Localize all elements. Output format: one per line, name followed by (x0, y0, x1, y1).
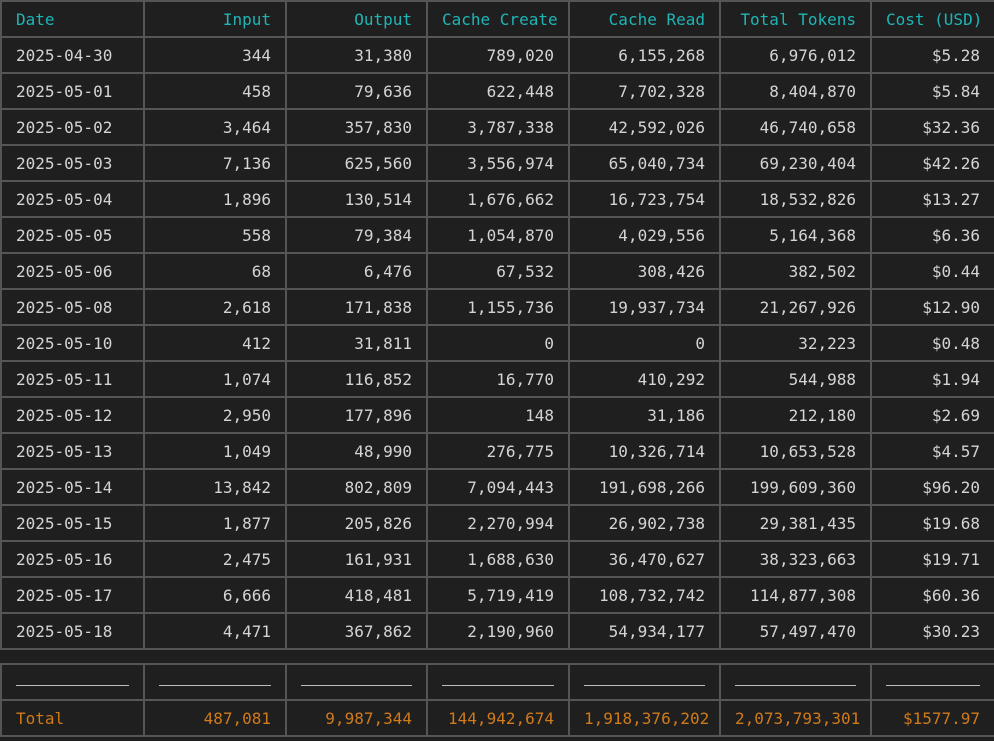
cell-input: 68 (144, 253, 286, 289)
cell-cost: $0.48 (871, 325, 994, 361)
cell-cache-create: 148 (427, 397, 569, 433)
cell-cost: $0.44 (871, 253, 994, 289)
cell-output: 79,636 (286, 73, 427, 109)
cell-cache-read: 54,934,177 (569, 613, 720, 649)
separator-cell (427, 664, 569, 700)
cell-cache-create: 789,020 (427, 37, 569, 73)
cell-cache-read: 19,937,734 (569, 289, 720, 325)
cell-output: 130,514 (286, 181, 427, 217)
table-row (1, 541, 994, 577)
cell-cache-create: 622,448 (427, 73, 569, 109)
separator-line (301, 685, 412, 686)
cell-output: 116,852 (286, 361, 427, 397)
cell-date: 2025-05-15 (1, 505, 144, 541)
cell-date: 2025-05-12 (1, 397, 144, 433)
total-row (1, 700, 994, 736)
total-cache-read: 1,918,376,202 (569, 700, 720, 736)
column-header-cache-read: Cache Read (569, 1, 720, 37)
column-header-total-tokens: Total Tokens (720, 1, 871, 37)
totals-table (0, 663, 994, 737)
header-row (1, 1, 994, 37)
cell-cache-create: 2,190,960 (427, 613, 569, 649)
cell-cache-read: 191,698,266 (569, 469, 720, 505)
cell-input: 3,464 (144, 109, 286, 145)
cell-cost: $12.90 (871, 289, 994, 325)
cell-cache-read: 7,702,328 (569, 73, 720, 109)
cell-date: 2025-05-13 (1, 433, 144, 469)
cell-cache-read: 36,470,627 (569, 541, 720, 577)
cell-cost: $13.27 (871, 181, 994, 217)
table-row (1, 613, 994, 649)
table-row (1, 505, 994, 541)
cell-output: 625,560 (286, 145, 427, 181)
separator-cell (144, 664, 286, 700)
cell-cost: $1.94 (871, 361, 994, 397)
cell-output: 205,826 (286, 505, 427, 541)
table-row (1, 145, 994, 181)
cell-cache-create: 16,770 (427, 361, 569, 397)
cell-total-tokens: 6,976,012 (720, 37, 871, 73)
table-row (1, 325, 994, 361)
table-row (1, 469, 994, 505)
table-row (1, 73, 994, 109)
separator-line (735, 685, 856, 686)
separator-cell (720, 664, 871, 700)
cell-input: 1,049 (144, 433, 286, 469)
table-row (1, 433, 994, 469)
cell-cache-create: 5,719,419 (427, 577, 569, 613)
cell-input: 2,950 (144, 397, 286, 433)
table-row (1, 289, 994, 325)
cell-cost: $60.36 (871, 577, 994, 613)
table-row (1, 181, 994, 217)
cell-input: 344 (144, 37, 286, 73)
total-label: Total (1, 700, 144, 736)
cell-cache-read: 4,029,556 (569, 217, 720, 253)
table-row (1, 217, 994, 253)
cell-cost: $19.68 (871, 505, 994, 541)
cell-date: 2025-05-10 (1, 325, 144, 361)
table-row (1, 253, 994, 289)
cell-input: 1,877 (144, 505, 286, 541)
cell-cache-read: 108,732,742 (569, 577, 720, 613)
cell-cache-create: 1,676,662 (427, 181, 569, 217)
separator-cell (286, 664, 427, 700)
cell-total-tokens: 57,497,470 (720, 613, 871, 649)
separator-line (886, 685, 980, 686)
cell-output: 418,481 (286, 577, 427, 613)
total-cache-create: 144,942,674 (427, 700, 569, 736)
cell-date: 2025-05-06 (1, 253, 144, 289)
column-header-cache-create: Cache Create (427, 1, 569, 37)
total-total-tokens: 2,073,793,301 (720, 700, 871, 736)
table-row (1, 361, 994, 397)
cell-cache-read: 31,186 (569, 397, 720, 433)
cell-input: 2,475 (144, 541, 286, 577)
cell-output: 31,380 (286, 37, 427, 73)
total-input: 487,081 (144, 700, 286, 736)
cell-cache-create: 3,787,338 (427, 109, 569, 145)
total-cost: $1577.97 (871, 700, 994, 736)
cell-input: 1,896 (144, 181, 286, 217)
separator-line (442, 685, 554, 686)
cell-cost: $42.26 (871, 145, 994, 181)
cell-cost: $19.71 (871, 541, 994, 577)
cell-cache-read: 410,292 (569, 361, 720, 397)
cell-output: 802,809 (286, 469, 427, 505)
separator-line (584, 685, 705, 686)
cell-cost: $5.84 (871, 73, 994, 109)
cell-cache-create: 67,532 (427, 253, 569, 289)
cell-total-tokens: 21,267,926 (720, 289, 871, 325)
cell-output: 357,830 (286, 109, 427, 145)
cell-output: 367,862 (286, 613, 427, 649)
cell-cost: $4.57 (871, 433, 994, 469)
cell-cache-create: 1,155,736 (427, 289, 569, 325)
cell-cache-read: 0 (569, 325, 720, 361)
cell-total-tokens: 199,609,360 (720, 469, 871, 505)
column-header-date: Date (1, 1, 144, 37)
cell-date: 2025-05-02 (1, 109, 144, 145)
cell-date: 2025-05-18 (1, 613, 144, 649)
separator-cell (871, 664, 994, 700)
separator-cell (1, 664, 144, 700)
separator-line (159, 685, 271, 686)
cell-total-tokens: 10,653,528 (720, 433, 871, 469)
cell-date: 2025-05-16 (1, 541, 144, 577)
cell-cost: $32.36 (871, 109, 994, 145)
column-header-input: Input (144, 1, 286, 37)
cell-cache-create: 276,775 (427, 433, 569, 469)
cell-date: 2025-05-11 (1, 361, 144, 397)
cell-cache-read: 65,040,734 (569, 145, 720, 181)
cell-date: 2025-05-14 (1, 469, 144, 505)
cell-input: 6,666 (144, 577, 286, 613)
column-header-cost: Cost (USD) (871, 1, 994, 37)
cell-input: 412 (144, 325, 286, 361)
cell-input: 458 (144, 73, 286, 109)
cell-total-tokens: 69,230,404 (720, 145, 871, 181)
column-header-output: Output (286, 1, 427, 37)
cell-total-tokens: 114,877,308 (720, 577, 871, 613)
cell-total-tokens: 544,988 (720, 361, 871, 397)
cell-cache-read: 42,592,026 (569, 109, 720, 145)
table-row (1, 577, 994, 613)
cell-output: 6,476 (286, 253, 427, 289)
cell-cache-create: 3,556,974 (427, 145, 569, 181)
cell-input: 13,842 (144, 469, 286, 505)
cell-cost: $6.36 (871, 217, 994, 253)
cell-cost: $30.23 (871, 613, 994, 649)
cell-cache-read: 6,155,268 (569, 37, 720, 73)
cell-input: 558 (144, 217, 286, 253)
cell-total-tokens: 32,223 (720, 325, 871, 361)
cell-cache-read: 16,723,754 (569, 181, 720, 217)
cell-cost: $96.20 (871, 469, 994, 505)
cell-input: 2,618 (144, 289, 286, 325)
cell-input: 7,136 (144, 145, 286, 181)
cell-date: 2025-05-04 (1, 181, 144, 217)
table-row (1, 37, 994, 73)
cell-total-tokens: 29,381,435 (720, 505, 871, 541)
table-row (1, 397, 994, 433)
cell-date: 2025-05-17 (1, 577, 144, 613)
cell-total-tokens: 382,502 (720, 253, 871, 289)
cell-date: 2025-04-30 (1, 37, 144, 73)
separator-row (1, 664, 994, 700)
separator-cell (569, 664, 720, 700)
cell-date: 2025-05-03 (1, 145, 144, 181)
cell-output: 31,811 (286, 325, 427, 361)
cell-total-tokens: 38,323,663 (720, 541, 871, 577)
cell-output: 48,990 (286, 433, 427, 469)
cell-cache-create: 7,094,443 (427, 469, 569, 505)
cell-total-tokens: 46,740,658 (720, 109, 871, 145)
cell-cache-create: 0 (427, 325, 569, 361)
cell-output: 79,384 (286, 217, 427, 253)
table-row (1, 109, 994, 145)
cell-output: 171,838 (286, 289, 427, 325)
table-footer (0, 663, 994, 741)
cell-input: 1,074 (144, 361, 286, 397)
cell-total-tokens: 8,404,870 (720, 73, 871, 109)
separator-line (16, 685, 129, 686)
cell-cache-create: 2,270,994 (427, 505, 569, 541)
cell-cost: $5.28 (871, 37, 994, 73)
cell-cache-read: 10,326,714 (569, 433, 720, 469)
cell-date: 2025-05-08 (1, 289, 144, 325)
cell-cache-read: 308,426 (569, 253, 720, 289)
cell-total-tokens: 18,532,826 (720, 181, 871, 217)
cell-output: 161,931 (286, 541, 427, 577)
total-output: 9,987,344 (286, 700, 427, 736)
cell-input: 4,471 (144, 613, 286, 649)
cell-total-tokens: 212,180 (720, 397, 871, 433)
cell-cache-create: 1,688,630 (427, 541, 569, 577)
cell-cost: $2.69 (871, 397, 994, 433)
cell-cache-read: 26,902,738 (569, 505, 720, 541)
cell-total-tokens: 5,164,368 (720, 217, 871, 253)
cell-date: 2025-05-05 (1, 217, 144, 253)
table-header (1, 1, 994, 37)
cell-date: 2025-05-01 (1, 73, 144, 109)
cell-cache-create: 1,054,870 (427, 217, 569, 253)
cell-output: 177,896 (286, 397, 427, 433)
table-body (1, 37, 994, 649)
